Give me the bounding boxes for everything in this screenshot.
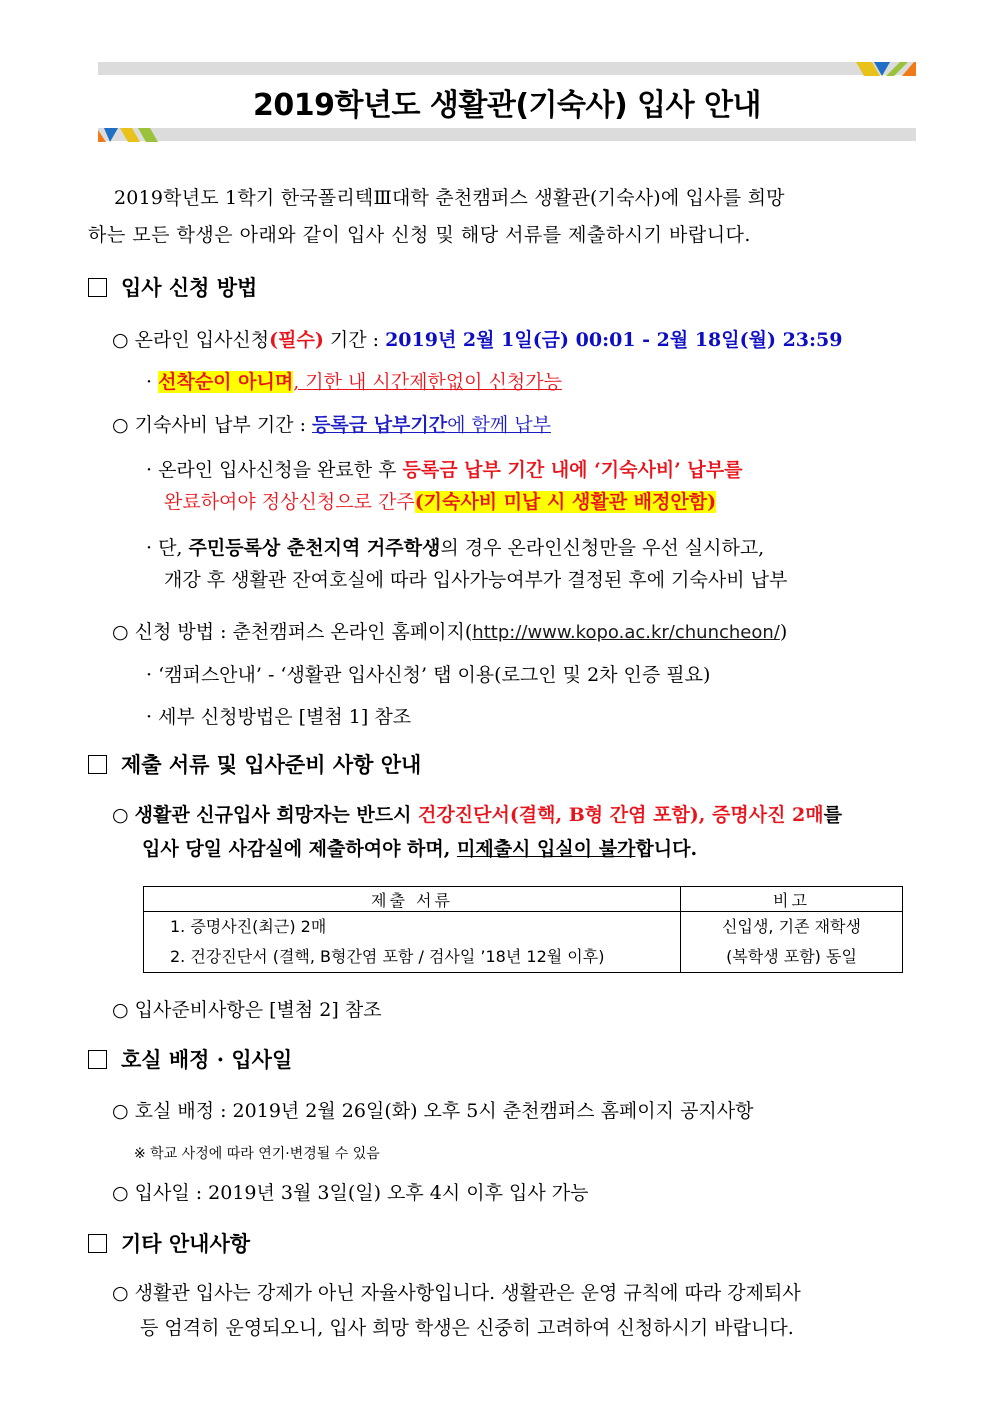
table-header-note: 비고	[681, 887, 903, 912]
note-line-2: (복학생 포함) 동일	[726, 947, 857, 966]
etc-line-1: ○ 생활관 입사는 강제가 아닌 자율사항입니다. 생활관은 운영 규칙에 따라 강제퇴사	[112, 1282, 801, 1304]
apply-method-note-2: · 세부 신청방법은 [별첨 1] 참조	[146, 706, 412, 728]
table-header-documents: 제출 서류	[144, 887, 681, 912]
documents-paragraph-1: ○ 생활관 신규입사 희망자는 반드시 건강진단서(결핵, B형 간염 포함), 증명사진 2매를	[112, 804, 842, 826]
prep-reference: ○ 입사준비사항은 [별첨 2] 참조	[112, 999, 382, 1021]
room-assignment-note: ※ 학교 사정에 따라 연기·변경될 수 있음	[134, 1146, 380, 1162]
section-heading-room: 호실 배정 · 입사일	[88, 1047, 292, 1073]
checkbox-square-icon	[88, 755, 107, 774]
move-in-date: ○ 입사일 : 2019년 3월 3일(일) 오후 4시 이후 입사 가능	[112, 1182, 589, 1204]
page-title: 2019학년도 생활관(기숙사) 입사 안내	[253, 88, 761, 123]
fee-note-2-cont: 개강 후 생활관 잔여호실에 따라 입사가능여부가 결정된 후에 기숙사비 납부	[164, 569, 788, 591]
apply-method: ○ 신청 방법 : 춘천캠퍼스 온라인 홈페이지(http://www.kopo.ac.kr/chuncheon/)	[112, 621, 788, 643]
section-heading-documents: 제출 서류 및 입사준비 사항 안내	[88, 752, 421, 778]
etc-line-2: 등 엄격히 운영되오니, 입사 희망 학생은 신중히 고려하여 신청하시기 바랍니다.	[140, 1317, 794, 1339]
title-band-top	[98, 62, 916, 75]
documents-paragraph-2: 입사 당일 사감실에 제출하여야 하며, 미제출시 입실이 불가합니다.	[142, 838, 698, 860]
section-heading-etc: 기타 안내사항	[88, 1231, 250, 1257]
online-apply-period: ○ 온라인 입사신청(필수) 기간 : 2019년 2월 1일(금) 00:01 - 2월 18일(월) 23:59	[112, 329, 843, 351]
intro-line-1: 2019학년도 1학기 한국폴리텍Ⅲ대학 춘천캠퍼스 생활관(기숙사)에 입사를 희망	[114, 187, 785, 209]
online-apply-note: · 선착순이 아니며, 기한 내 시간제한없이 신청가능	[146, 371, 562, 393]
fee-note-1: · 온라인 입사신청을 완료한 후 등록금 납부 기간 내에 ‘기숙사비’ 납부를	[146, 459, 743, 481]
documents-table	[143, 886, 903, 973]
checkbox-square-icon	[88, 1234, 107, 1253]
note-line-1: 신입생, 기존 재학생	[722, 917, 861, 936]
document-item-2: 2. 건강진단서 (결핵, B형간염 포함 / 검사일 ’18년 12월 이후)	[170, 947, 605, 966]
document-item-1: 1. 증명사진(최근) 2매	[170, 917, 327, 936]
checkbox-square-icon	[88, 1050, 107, 1069]
section-heading-apply: 입사 신청 방법	[88, 275, 257, 301]
checkbox-square-icon	[88, 278, 107, 297]
room-assignment: ○ 호실 배정 : 2019년 2월 26일(화) 오후 5시 춘천캠퍼스 홈페이지 공지사항	[112, 1100, 754, 1122]
homepage-link[interactable]: http://www.kopo.ac.kr/chuncheon/	[472, 622, 780, 643]
table-row	[144, 912, 903, 973]
corner-decoration-icon	[856, 62, 916, 78]
corner-decoration-icon	[98, 126, 160, 142]
title-band-bottom	[98, 128, 916, 141]
fee-note-1-cont: 완료하여야 정상신청으로 간주(기숙사비 미납 시 생활관 배정안함)	[164, 491, 717, 513]
fee-note-2: · 단, 주민등록상 춘천지역 거주학생의 경우 온라인신청만을 우선 실시하고,	[146, 537, 765, 559]
fee-period: ○ 기숙사비 납부 기간 : 등록금 납부기간에 함께 납부	[112, 414, 551, 436]
apply-method-note-1: · ‘캠퍼스안내’ - ‘생활관 입사신청’ 탭 이용(로그인 및 2차 인증 필요)	[146, 664, 711, 686]
intro-line-2: 하는 모든 학생은 아래와 같이 입사 신청 및 해당 서류를 제출하시기 바랍니다.	[88, 224, 751, 246]
